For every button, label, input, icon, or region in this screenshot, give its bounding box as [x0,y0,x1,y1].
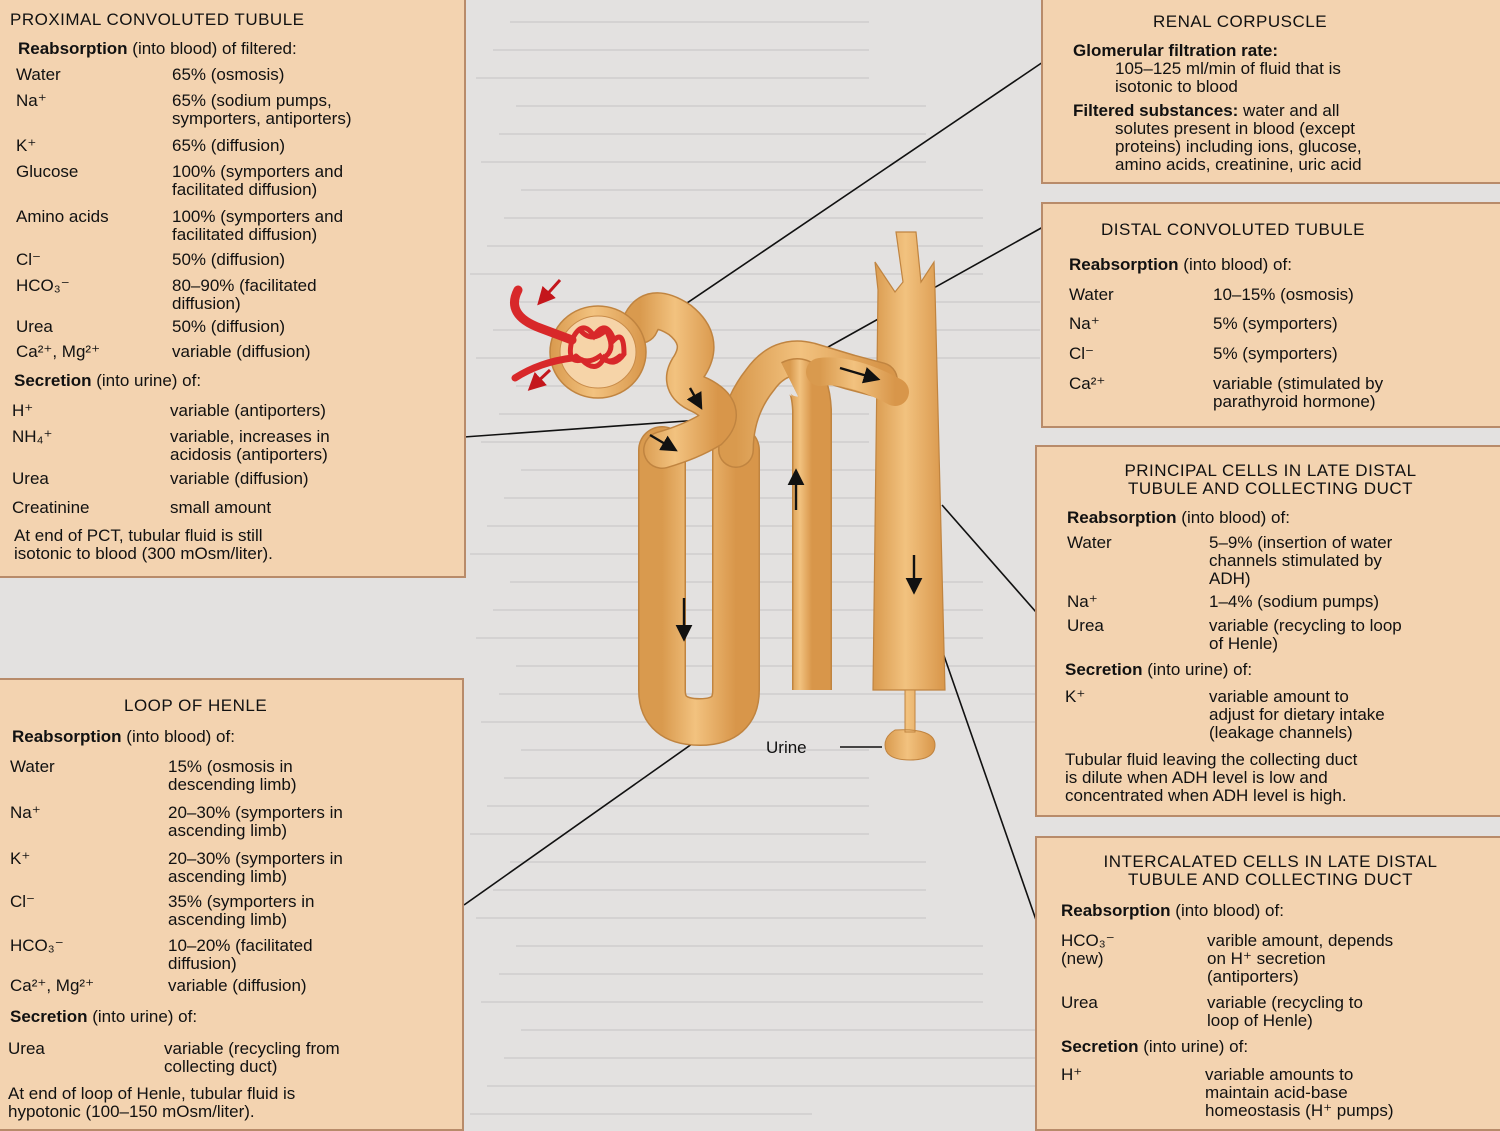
solute-label: HCO₃⁻ [16,276,70,295]
value-text: (leakage channels) [1209,723,1353,742]
value-text: ascending limb) [168,867,288,886]
renal-filtered-line-2: proteins) including ions, glucose, [1115,137,1362,156]
renal-gfr-line-2: isotonic to blood [1115,77,1238,96]
loop-panel [0,678,464,1131]
value-text: ascending limb) [168,910,288,929]
value-text: 5–9% (insertion of water [1209,533,1393,552]
value-text: variable (recycling from [164,1039,340,1058]
solute-label: Ca²⁺, Mg²⁺ [10,976,95,995]
renal-filtered-heading: Filtered substances: water and all [1073,101,1340,120]
value-text: 50% (diffusion) [172,250,286,269]
renal-filtered-line-3: amino acids, creatinine, uric acid [1115,155,1362,174]
solute-label: K⁺ [10,849,31,868]
pct-panel [0,0,466,578]
value-text: 5% (symporters) [1213,344,1338,363]
solute-label: Cl⁻ [1069,344,1095,363]
value-text: ascending limb) [168,821,288,840]
solute-label: Urea [8,1039,45,1058]
value-text: diffusion) [168,954,237,973]
pct-footer-2: isotonic to blood (300 mOsm/liter). [14,544,273,563]
value-text: 80–90% (facilitated [172,276,317,295]
solute-label: HCO₃⁻ [1061,931,1115,950]
value-text: 50% (diffusion) [172,317,286,336]
tubule-loop-fill [662,450,736,722]
solute-label: Cl⁻ [16,250,42,269]
solute-label: Urea [1061,993,1098,1012]
urine-label: Urine [766,738,807,757]
intercalated-reab-heading: Reabsorption (into blood) of: [1061,901,1284,920]
value-text: acidosis (antiporters) [170,445,328,464]
solute-label: Cl⁻ [10,892,36,911]
blood-out-arrow [533,370,550,386]
renal-panel [1041,0,1500,184]
value-text: variable amounts to [1205,1065,1354,1084]
solute-label: Water [1069,285,1114,304]
solute-label: H⁺ [1061,1065,1083,1084]
solute-label: Amino acids [16,207,109,226]
value-text: 20–30% (symporters in [168,803,343,822]
value-text: parathyroid hormone) [1213,392,1376,411]
pct-footer-1: At end of PCT, tubular fluid is still [14,526,263,545]
solute-label: H⁺ [12,401,34,420]
collecting-duct [873,232,945,690]
solute-label: K⁺ [1065,687,1086,706]
solute-label: Glucose [16,162,79,181]
principal-title-1: PRINCIPAL CELLS IN LATE DISTAL [1124,461,1417,480]
blood-in-arrow [542,280,560,300]
solute-label: Creatinine [12,498,90,517]
solute-sublabel: (new) [1061,949,1104,968]
principal-title-2: TUBULE AND COLLECTING DUCT [1127,479,1414,498]
value-text: variable (diffusion) [172,342,311,361]
principal-sec-heading: Secretion (into urine) of: [1065,660,1253,679]
value-text: 20–30% (symporters in [168,849,343,868]
urine-drop [885,690,935,760]
dct-panel [1041,202,1500,428]
value-text: 1–4% (sodium pumps) [1209,592,1380,611]
loop-sec-heading: Secretion (into urine) of: [10,1007,198,1026]
renal-gfr-heading: Glomerular filtration rate: [1073,41,1278,60]
value-text: 65% (osmosis) [172,65,285,84]
loop-footer-2: hypotonic (100–150 mOsm/liter). [8,1102,255,1121]
principal-panel [1035,445,1500,817]
principal-footer-2: is dilute when ADH level is low and [1065,768,1328,787]
value-text: (antiporters) [1207,967,1299,986]
solute-label: Na⁺ [10,803,41,822]
value-text: variable amount to [1209,687,1349,706]
principal-footer-3: concentrated when ADH level is high. [1065,786,1347,805]
solute-label: Urea [1067,616,1104,635]
solute-label: Water [10,757,55,776]
solute-label: Water [1067,533,1112,552]
dct-title: DISTAL CONVOLUTED TUBULE [1101,220,1365,239]
value-text: varible amount, depends [1207,931,1394,950]
value-text: homeostasis (H⁺ pumps) [1205,1101,1394,1120]
renal-filtered-line-1: solutes present in blood (except [1115,119,1356,138]
principal-reab-heading: Reabsorption (into blood) of: [1067,508,1290,527]
dct-reab-heading: Reabsorption (into blood) of: [1069,255,1292,274]
value-text: descending limb) [168,775,297,794]
solute-label: Na⁺ [16,91,47,110]
value-text: diffusion) [172,294,241,313]
intercalated-sec-heading: Secretion (into urine) of: [1061,1037,1249,1056]
value-text: on H⁺ secretion [1207,949,1326,968]
solute-label: K⁺ [16,136,37,155]
value-text: maintain acid-base [1205,1083,1348,1102]
pct-sec-heading: Secretion (into urine) of: [14,371,202,390]
value-text: channels stimulated by [1209,551,1382,570]
solute-label: Water [16,65,61,84]
value-text: collecting duct) [164,1057,278,1076]
value-text: variable, increases in [170,427,330,446]
value-text: adjust for dietary intake [1209,705,1385,724]
solute-label: Ca²⁺ [1069,374,1106,393]
value-text: 35% (symporters in [168,892,315,911]
value-text: facilitated diffusion) [172,225,318,244]
principal-footer-1: Tubular fluid leaving the collecting duct [1065,750,1358,769]
value-text: variable (recycling to loop [1209,616,1402,635]
value-text: variable (antiporters) [170,401,326,420]
value-text: 100% (symporters and [172,207,344,226]
intercalated-title-1: INTERCALATED CELLS IN LATE DISTAL [1103,852,1438,871]
value-text: facilitated diffusion) [172,180,318,199]
value-text: symporters, antiporters) [172,109,352,128]
dct-to-duct [820,371,895,392]
pct-reab-heading: Reabsorption (into blood) of filtered: [18,39,297,58]
value-text: 100% (symporters and [172,162,344,181]
value-text: variable (recycling to [1207,993,1363,1012]
intercalated-title-2: TUBULE AND COLLECTING DUCT [1127,870,1414,889]
value-text: loop of Henle) [1207,1011,1313,1030]
renal-gfr-line-1: 105–125 ml/min of fluid that is [1115,59,1341,78]
value-text: 65% (sodium pumps, [172,91,332,110]
value-text: small amount [170,498,272,517]
intercalated-panel [1035,836,1500,1131]
value-text: 15% (osmosis in [168,757,293,776]
solute-label: Ca²⁺, Mg²⁺ [16,342,101,361]
solute-label: HCO₃⁻ [10,936,64,955]
loop-reab-heading: Reabsorption (into blood) of: [12,727,235,746]
value-text: 5% (symporters) [1213,314,1338,333]
value-text: variable (diffusion) [170,469,309,488]
solute-label: Na⁺ [1067,592,1098,611]
pct-title: PROXIMAL CONVOLUTED TUBULE [10,10,305,29]
value-text: 10–15% (osmosis) [1213,285,1354,304]
solute-label: Na⁺ [1069,314,1100,333]
value-text: variable (diffusion) [168,976,307,995]
value-text: ADH) [1209,569,1251,588]
value-text: variable (stimulated by [1213,374,1384,393]
value-text: 10–20% (facilitated [168,936,313,955]
renal-title: RENAL CORPUSCLE [1153,12,1328,31]
loop-title: LOOP OF HENLE [124,696,268,715]
leader-intercalated [942,650,1043,940]
leader-principal [942,505,1043,620]
solute-label: Urea [16,317,53,336]
solute-label: Urea [12,469,49,488]
solute-label: NH₄⁺ [12,427,53,446]
value-text: of Henle) [1209,634,1278,653]
value-text: 65% (diffusion) [172,136,286,155]
loop-footer-1: At end of loop of Henle, tubular fluid is [8,1084,296,1103]
